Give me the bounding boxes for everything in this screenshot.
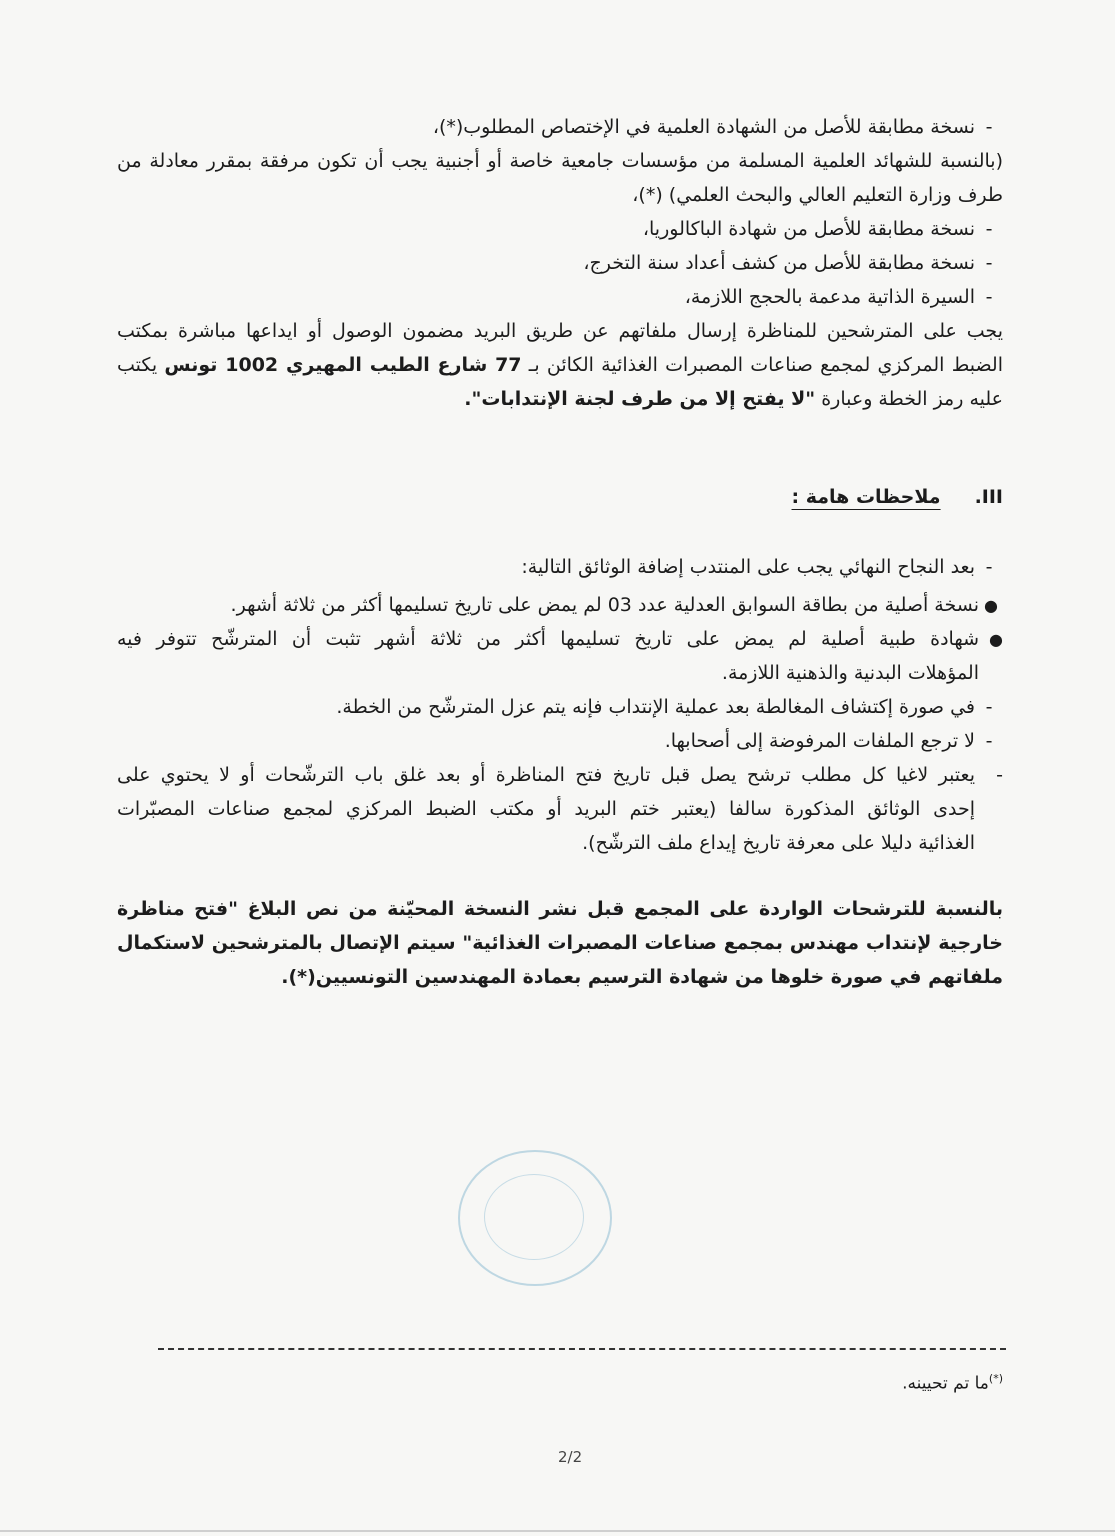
list-item-continuation: الغذائية دليلا على معرفة تاريخ إيداع ملف الترشّح).	[582, 832, 975, 854]
bullet-item	[117, 624, 1003, 655]
bold-paragraph-line: خارجية لإنتداب مهندس بمجمع صناعات المصبرات الغذائية" سيتم الإتصال بالمترشحين لاستكمال	[117, 932, 1003, 954]
footnote-mark: (*)	[988, 1372, 1003, 1385]
dash-marker: -	[985, 696, 993, 718]
dash-marker: -	[996, 764, 1003, 786]
dash-marker: -	[985, 730, 993, 752]
list-item-text: نسخة مطابقة للأصل من كشف أعداد سنة التخرج،	[583, 252, 975, 274]
stamp-inner-ring	[484, 1174, 584, 1260]
bullet-item-text: نسخة أصلية من بطاقة السوابق العدلية عدد 03 لم يمض على تاريخ تسليمها أكثر من ثلاثة أشهر.	[230, 594, 979, 616]
bullet-item-text: شهادة طبية أصلية لم يمض على تاريخ تسليمها أكثر من ثلاثة أشهر تثبت أن المترشّح تتوفر فيه	[117, 628, 979, 650]
list-item	[117, 692, 1003, 722]
bullet-item-continuation: المؤهلات البدنية والذهنية اللازمة.	[721, 662, 979, 684]
list-item	[117, 726, 1003, 756]
address-text: 77 شارع الطيب المهيري 1002 تونس	[164, 354, 522, 376]
envelope-phrase: "لا يفتح إلا من طرف لجنة الإنتدابات".	[464, 388, 816, 410]
dash-marker: -	[985, 252, 993, 274]
list-item	[117, 214, 1003, 244]
bullet-marker: ●	[984, 596, 998, 615]
list-item-text: لا ترجع الملفات المرفوضة إلى أصحابها.	[664, 730, 975, 752]
text-span: عليه رمز الخطة وعبارة	[815, 388, 1003, 410]
list-item	[117, 112, 1003, 142]
paragraph-line: (بالنسبة للشهائد العلمية المسلمة من مؤسسات جامعية خاصة أو أجنبية يجب أن تكون مرفقة بمقرر معادلة من	[117, 150, 1003, 172]
paragraph-line	[117, 350, 1003, 380]
section-title: ملاحظات هامة :	[791, 486, 941, 508]
list-item-text: السيرة الذاتية مدعمة بالحجج اللازمة،	[684, 286, 975, 308]
list-item-text: نسخة مطابقة للأصل من الشهادة العلمية في الإختصاص المطلوب(*)،	[432, 116, 975, 138]
paragraph-line: طرف وزارة التعليم العالي والبحث العلمي) (*)،	[632, 184, 1003, 206]
page-number: 2/2	[558, 1448, 583, 1466]
bold-paragraph-line: ملفاتهم في صورة خلوها من شهادة الترسيم بعمادة المهندسين التونسيين(*).	[281, 966, 1003, 988]
dash-marker: -	[985, 556, 993, 578]
dash-marker: -	[985, 286, 993, 308]
dash-marker: -	[985, 116, 993, 138]
bullet-item	[117, 590, 1003, 621]
list-item	[117, 282, 1003, 312]
text-span: يكتب	[117, 354, 165, 376]
footnote-separator	[158, 1348, 1006, 1350]
list-item-text: بعد النجاح النهائي يجب على المنتدب إضافة الوثائق التالية:	[521, 556, 975, 578]
footnote	[902, 1372, 1003, 1394]
section-number: III.	[974, 486, 1003, 508]
footnote-text: ما تم تحيينه.	[902, 1373, 989, 1394]
bullet-marker: ●	[989, 630, 1003, 649]
section-heading	[792, 486, 1003, 508]
list-item-continuation: إحدى الوثائق المذكورة سالفا (يعتبر ختم البريد أو مكتب الضبط المركزي لمجمع صناعات المصبّرات	[117, 798, 975, 820]
page-bottom-edge	[0, 1530, 1115, 1532]
list-item	[117, 760, 1003, 790]
list-item-text: يعتبر لاغيا كل مطلب ترشح يصل قبل تاريخ فتح المناظرة أو بعد غلق باب الترشّحات أو لا يحتوي على	[117, 764, 975, 786]
paragraph-line: يجب على المترشحين للمناظرة إرسال ملفاتهم عن طريق البريد مضمون الوصول أو ايداعها مباشرة بمكتب	[117, 320, 1003, 342]
bold-paragraph-line: بالنسبة للترشحات الواردة على المجمع قبل نشر النسخة المحيّنة من نص البلاغ "فتح مناظرة	[117, 898, 1003, 920]
list-item	[117, 248, 1003, 278]
list-item-text: نسخة مطابقة للأصل من شهادة الباكالوريا،	[642, 218, 975, 240]
text-span: الضبط المركزي لمجمع صناعات المصبرات الغذائية الكائن بـ	[521, 354, 1004, 376]
list-item-text: في صورة إكتشاف المغالطة بعد عملية الإنتداب فإنه يتم عزل المترشّح من الخطة.	[336, 696, 975, 718]
list-item	[117, 552, 1003, 582]
paragraph-line	[117, 384, 1003, 414]
official-stamp	[458, 1150, 612, 1286]
dash-marker: -	[985, 218, 993, 240]
